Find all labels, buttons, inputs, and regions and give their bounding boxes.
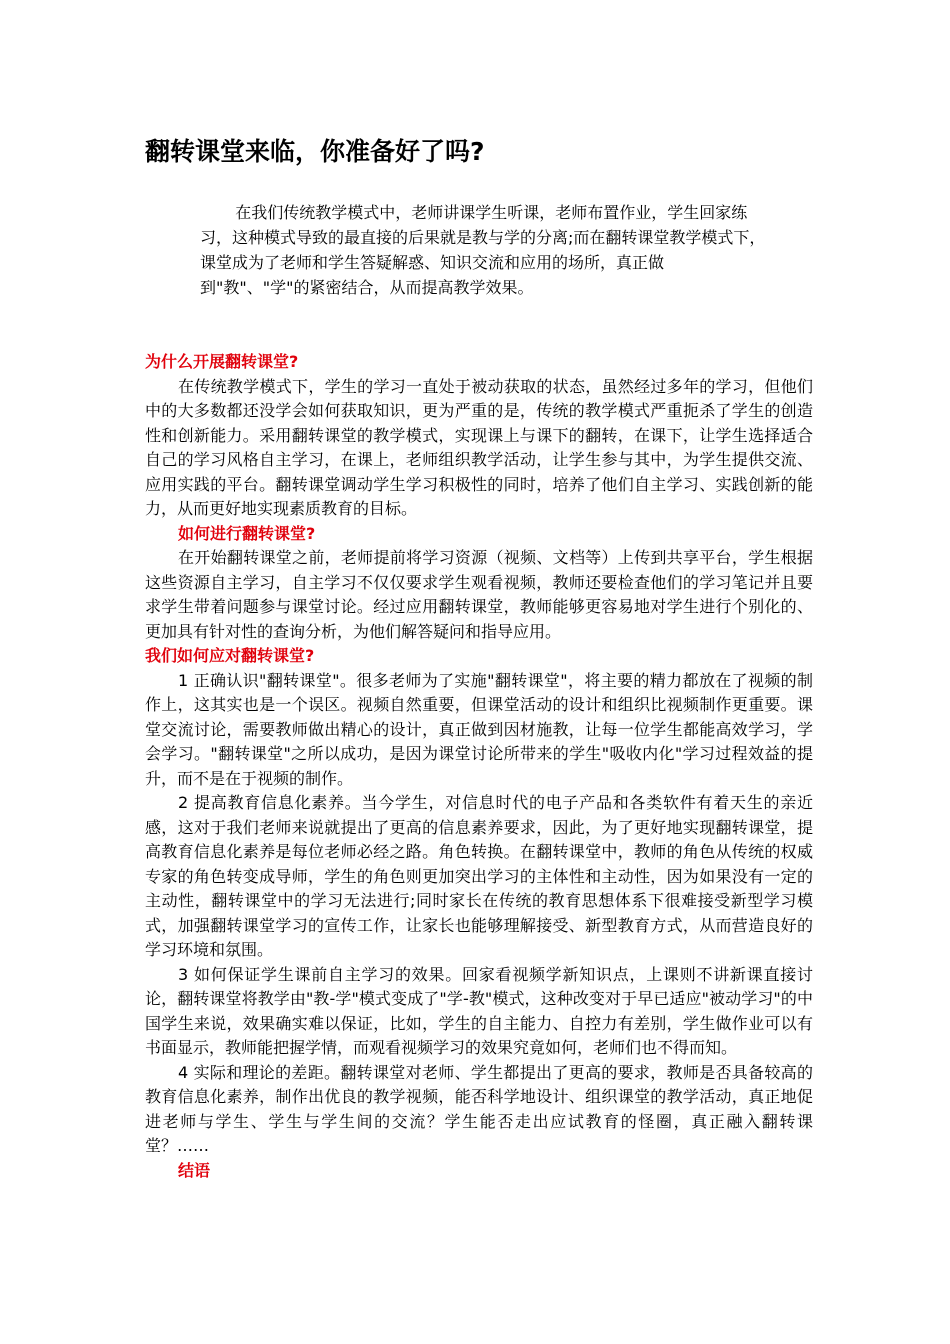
respond-point-1: 1 正确认识"翻转课堂"。很多老师为了实施"翻转课堂"，将主要的精力都放在了视频的制作上，这其实也是一个误区。视频自然重要，但课堂活动的设计和组织比视频制作更重要。课堂交流讨论，需要教师做出精心的设计，真正做到因材施教，让每一位学生都能高效学习，学会学习。"翻转课堂"之所以成功，是因为课堂讨论所带来的学生"吸收内化"学习过程效益的提升，而不是在于视频的制作。 [145, 670, 813, 788]
respond-point-3: 3 如何保证学生课前自主学习的效果。回家看视频学新知识点，上课则不讲新课直接讨论，翻转课堂将教学由"教-学"模式变成了"学-教"模式，这种改变对于早已适应"被动学习"的中国学生来说，效果确实难以保证，比如，学生的自主能力、自控力有差别，学生做作业可以有书面显示，教师能把握学情，而观看视频学习的效果究竟如何，老师们也不得而知。 [145, 964, 813, 1057]
intro-paragraph: 在我们传统教学模式中，老师讲课学生听课，老师布置作业，学生回家练习，这种模式导致的最直接的后果就是教与学的分离;而在翻转课堂教学模式下，课堂成为了老师和学生答疑解惑、知识交流和应用的场所，真正做到"教"、"学"的紧密结合，从而提高教学效果。 [200, 203, 766, 297]
respond-point-2: 2 提高教育信息化素养。当今学生，对信息时代的电子产品和各类软件有着天生的亲近感，这对于我们老师来说就提出了更高的信息素养要求，因此，为了更好地实现翻转课堂，提高教育信息化素养是每位老师必经之路。角色转换。在翻转课堂中，教师的角色从传统的权威专家的角色转变成导师，学生的角色则更加突出学习的主体性和主动性，因为如果没有一定的主动性，翻转课堂中的学习无法进行;同时家长在传统的教育思想体系下很难接受新型学习模式，加强翻转课堂学习的宣传工作，让家长也能够理解接受、新型教育方式，从而营造良好的学习环境和氛围。 [145, 793, 813, 959]
section-why-paragraph: 在传统教学模式下，学生的学习一直处于被动获取的状态，虽然经过多年的学习，但他们中的大多数都还没学会如何获取知识，更为严重的是，传统的教学模式严重扼杀了学生的创造性和创新能力。采用翻转课堂的教学模式，实现课上与课下的翻转，在课下，让学生选择适合自己的学习风格自主学习，在课上，老师组织教学活动，让学生参与其中，为学生提供交流、应用实践的平台。翻转课堂调动学生学习积极性的同时，培养了他们自主学习、实践创新的能力，从而更好地实现素质教育的目标。 [145, 376, 813, 518]
section-heading-conclusion: 结语 [178, 1160, 211, 1180]
section-heading-how: 如何进行翻转课堂? [178, 523, 316, 543]
section-heading-why: 为什么开展翻转课堂? [145, 352, 299, 371]
section-heading-respond: 我们如何应对翻转课堂? [145, 646, 315, 665]
page-title: 翻转课堂来临，你准备好了吗? [145, 137, 485, 166]
article-body [145, 350, 813, 1183]
section-how-paragraph: 在开始翻转课堂之前，老师提前将学习资源（视频、文档等）上传到共享平台，学生根据这些资源自主学习，自主学习不仅仅要求学生观看视频，教师还要检查他们的学习笔记并且要求学生带着问题参与课堂讨论。经过应用翻转课堂，教师能够更容易地对学生进行个别化的、更加具有针对性的查询分析，为他们解答疑问和指导应用。 [145, 548, 813, 641]
respond-point-4: 4 实际和理论的差距。翻转课堂对老师、学生都提出了更高的要求，教师是否具备较高的教育信息化素养，制作出优良的教学视频，能否科学地设计、组织课堂的教学活动，真正地促进老师与学生、学生与学生间的交流？学生能否走出应试教育的怪圈，真正融入翻转课堂？…… [145, 1062, 813, 1155]
